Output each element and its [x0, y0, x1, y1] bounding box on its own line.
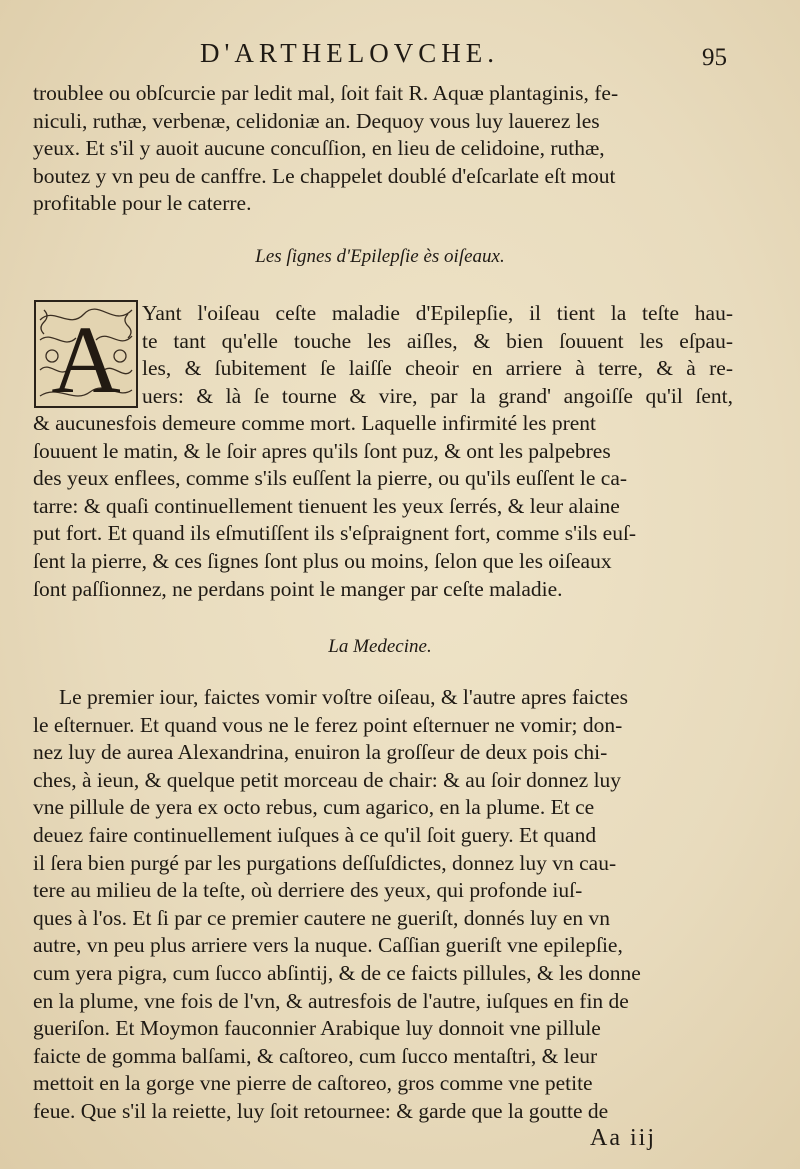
text-line: vne pillule de yera ex octo rebus, cum agarico, en la plume. Et ce: [33, 795, 595, 820]
text-line: autre, vn peu plus arriere vers la nuque. Caſſian gueriſt vne epilepſie,: [33, 933, 623, 958]
paragraph-epilepsy-drop: [142, 300, 733, 410]
page-header: [0, 38, 800, 74]
paragraph-eye-remedy: [33, 80, 733, 218]
text-line: & aucunesfois demeure comme mort. Laquelle infirmité les prent: [33, 411, 596, 435]
svg-text:A: A: [51, 306, 121, 408]
text-line: ques à l'os. Et ſi par ce premier cautere ne gueriſt, donnés luy en vn: [33, 905, 611, 930]
text-line: nez luy de aurea Alexandrina, enuiron la groſſeur de deux pois chi-: [33, 740, 608, 765]
text-line: des yeux enflees, comme s'ils euſſent la pierre, ou qu'ils euſſent le ca-: [33, 466, 628, 491]
text-line: troublee ou obſcurcie par ledit mal, ſoit fait R. Aquæ plantaginis, fe-: [33, 81, 619, 105]
text-line: Yant l'oiſeau ceſte maladie d'Epilepſie, il tient la teſte hau-: [142, 301, 733, 325]
text-line: put fort. Et quand ils eſmutiſſent ils s'eſpraignent fort, comme s'ils euſ-: [33, 521, 637, 546]
text-line: ſent la pierre, & ces ſignes ſont plus ou moins, ſelon que les oiſeaux: [33, 548, 612, 573]
page-number: 95: [702, 44, 727, 71]
text-line: ſont paſſionnez, ne perdans point le manger par ceſte maladie.: [33, 576, 563, 601]
signature-mark: Aa iij: [590, 1125, 656, 1151]
text-line: feue. Que s'il la reiette, luy ſoit retournee: & garde que la goutte de: [33, 1098, 609, 1123]
ornament-icon: [34, 300, 138, 408]
text-line: en la plume, vne fois de l'vn, & autresfois de l'autre, iuſques en fin de: [33, 988, 629, 1013]
text-line: mettoit en la gorge vne pierre de caſtoreo, gros comme vne petite: [33, 1071, 593, 1096]
text-line: ſouuent le matin, & le ſoir apres qu'ils ſont puz, & ont les palpebres: [33, 438, 611, 463]
section-heading-signs: Les ſignes d'Epilepſie ès oiſeaux.: [255, 246, 505, 267]
text-line: niculi, ruthæ, verbenæ, celidoniæ an. Dequoy vous luy lauerez les: [33, 108, 600, 133]
text-line: les, & ſubitement ſe laiſſe cheoir en arriere à terre, & à re-: [142, 356, 733, 381]
text-line: faicte de gomma balſami, & caſtoreo, cum ſucco mentaſtri, & leur: [33, 1043, 598, 1068]
text-line: Le premier iour, faictes vomir voſtre oiſeau, & l'autre apres faictes: [59, 685, 628, 709]
running-title: D'ARTHELOVCHE.: [200, 38, 499, 68]
text-line: ches, à ieun, & quelque petit morceau de chair: & au ſoir donnez luy: [33, 767, 622, 792]
text-line: te tant qu'elle touche les aiſles, & bien ſouuent les eſpau-: [142, 328, 733, 353]
text-line: le eſternuer. Et quand vous ne le ferez point eſternuer ne vomir; don-: [33, 712, 623, 737]
text-line: tarre: & quaſi continuellement tienuent les yeux ſerrés, & leur alaine: [33, 493, 620, 518]
text-line: boutez y vn peu de canffre. Le chappelet doublé d'eſcarlate eſt mout: [33, 163, 616, 188]
text-line: profitable pour le caterre.: [33, 191, 252, 216]
paragraph-epilepsy: [33, 410, 733, 603]
text-line: gueriſon. Et Moymon fauconnier Arabique luy donnoit vne pillule: [33, 1016, 601, 1041]
text-line: cum yera pigra, cum ſucco abſintij, & de ce faicts pillules, & les donne: [33, 960, 641, 985]
paragraph-medicine: [33, 684, 733, 1126]
section-heading-medicine: La Medecine.: [328, 636, 432, 657]
text-line: uers: & là ſe tourne & vire, par la grand' angoiſſe qu'il ſent,: [142, 383, 733, 408]
text-line: yeux. Et s'il y auoit aucune concuſſion, en lieu de celidoine, ruthæ,: [33, 136, 605, 161]
text-line: deuez faire continuellement iuſques à ce qu'il ſoit guery. Et quand: [33, 822, 597, 847]
text-line: tere au milieu de la teſte, où derriere des yeux, qui profonde iuſ-: [33, 878, 583, 903]
text-line: il ſera bien purgé par les purgations deſſuſdictes, donnez luy vn cau-: [33, 850, 617, 875]
decorated-initial-letter: [34, 300, 138, 408]
